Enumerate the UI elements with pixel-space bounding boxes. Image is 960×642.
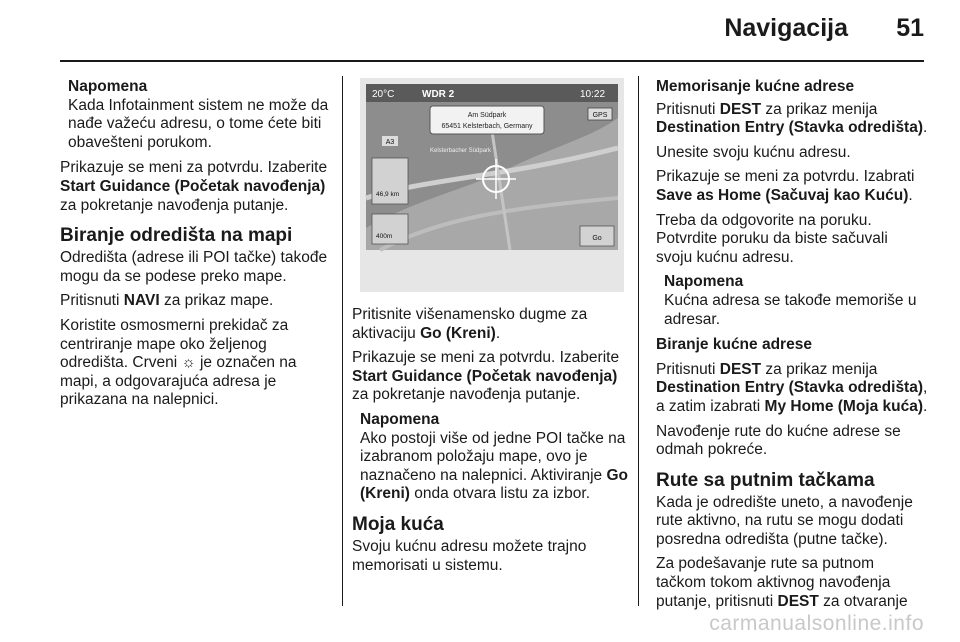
column-divider-left — [342, 76, 343, 606]
subsection-heading: Biranje kućne adrese — [656, 336, 812, 354]
map-go-label: Go — [592, 235, 602, 242]
paragraph: Prikazuje se meni za potvrdu. Izaberite Start Guidance (Početak navođenja) za pokretanje navođenja putanje. — [60, 159, 328, 214]
section-heading: Biranje odredišta na mapi — [60, 225, 293, 247]
note-box — [60, 78, 332, 152]
paragraph: Svoju kućnu adresu možete trajno memorisati u sistemu. — [352, 537, 587, 574]
header-rule — [60, 60, 924, 62]
paragraph: Treba da odgovorite na poruku. Potvrdite poruku da biste sačuvali svoju kućnu adresu. — [656, 211, 888, 266]
note-box: Napomena Ako postoji više od jedne POI tačke na izabranom položaju mape, ovo je naznačeno na nalepnici. Aktiviranje Go (Kreni) onda otvara listu za izbor. — [352, 411, 632, 504]
section-heading: Moja kuća — [352, 513, 444, 535]
map-highway-label: A3 — [385, 139, 395, 146]
page-title: Navigacija — [724, 14, 848, 42]
map-temperature: 20°C — [372, 89, 395, 100]
map-address-line2: 65451 Kelsterbach, Germany — [441, 123, 533, 130]
note-title: Napomena — [68, 78, 148, 95]
paragraph: Pritisnuti DEST za prikaz menija Destination Entry (Stavka odredišta). — [656, 100, 928, 137]
map-station: WDR 2 — [422, 89, 455, 100]
paragraph: Za podešavanje rute sa putnom tačkom tokom aktivnog navođenja putanje, pritisnuti DEST za otvaranje — [656, 555, 908, 610]
navigation-map-screenshot — [360, 78, 624, 292]
paragraph: Kada je odredište uneto, a navođenje rute aktivno, na rutu se mogu dodati posredna odredišta (putne tačke). — [656, 493, 913, 548]
column-2 — [352, 78, 632, 581]
map-address-line1: Am Südpark — [467, 112, 507, 119]
section-heading: Rute sa putnim tačkama — [656, 469, 875, 491]
column-1 — [60, 78, 332, 416]
paragraph: Prikazuje se meni za potvrdu. Izabrati Save as Home (Sačuvaj kao Kuću). — [656, 168, 915, 204]
watermark: carmanualsonline.info — [709, 612, 924, 635]
paragraph: Pritisnite višenamensko dugme za aktivaciju Go (Kreni). — [352, 306, 588, 342]
map-gps-label: GPS — [592, 112, 608, 119]
subsection-heading: Memorisanje kućne adrese — [656, 78, 855, 95]
column-3 — [656, 78, 928, 617]
page-number: 51 — [896, 14, 924, 42]
map-distance: 46,9 km — [376, 191, 400, 198]
paragraph: Prikazuje se meni za potvrdu. Izaberite Start Guidance (Početak navođenja) za pokretanje navođenja putanje. — [352, 349, 620, 404]
note-title: Napomena — [664, 273, 744, 291]
note-text: Kućna adresa se takođe memoriše u adresar. — [664, 291, 917, 328]
paragraph: Navođenje rute do kućne adrese se odmah pokreće. — [656, 422, 901, 459]
note-title: Napomena — [360, 410, 440, 428]
map-clock: 10:22 — [580, 89, 606, 100]
note-text: Kada Infotainment sistem ne može da nađe važeću adresu, o tome ćete biti obavešteni porukom. — [68, 96, 329, 151]
paragraph: Koristite osmosmerni prekidač za centriranje mape oko željenog odredišta. Crveni ☼ je označen na mapi, a odgovarajuća adresa je prikazana na nalepnici. — [60, 316, 297, 409]
paragraph: Pritisnuti DEST za prikaz menija Destination Entry (Stavka odredišta), a zatim izabrati My Home (Moja kuća). — [656, 360, 928, 415]
paragraph: Odredišta (adrese ili POI tačke) takođe mogu da se podese preko mape. — [60, 249, 328, 285]
paragraph: Unesite svoju kućnu adresu. — [656, 143, 851, 161]
paragraph: Pritisnuti NAVI za prikaz mape. — [60, 292, 274, 310]
map-scale-label: 400m — [376, 233, 393, 240]
map-road-label: Kelsterbacher Südpark — [430, 148, 492, 154]
column-divider-right — [638, 76, 639, 606]
note-box — [656, 273, 928, 329]
